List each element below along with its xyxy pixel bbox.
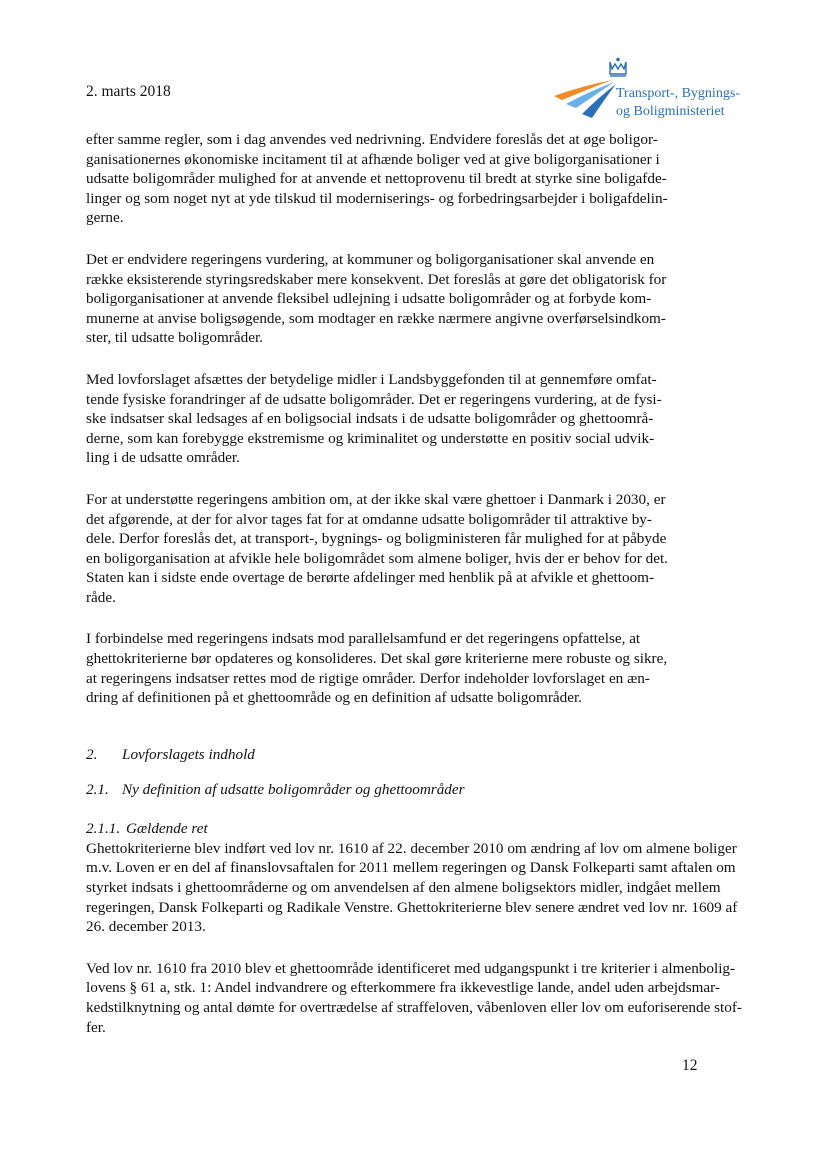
section-number: 2. (86, 745, 98, 763)
text-line: linger og som noget nyt at yde tilskud til moderniserings- og forbedringsarbejder i boligafdelin- (86, 189, 668, 207)
text-line: Staten kan i sidste ende overtage de berørte afdelinger med henblik på at afvikle et ghettoom- (86, 569, 655, 587)
text-line: regeringen, Dansk Folkeparti og Radikale Venstre. Ghettokriterierne blev senere ændret ved lov nr. 1609 af (86, 898, 738, 916)
text-line: dele. Derfor foreslås det, at transport-, bygnings- og boligministeren får mulighed for at påbyde (86, 530, 667, 548)
text-line: ling i de udsatte områder. (86, 449, 240, 467)
document-body (86, 130, 751, 1059)
section-number: 2.1. (86, 780, 109, 798)
page-number: 12 (682, 1057, 698, 1074)
text-line: boligorganisationer at anvende fleksibel udlejning i udsatte boligområder og at forbyde kom- (86, 290, 652, 308)
text-line: efter samme regler, som i dag anvendes ved nedrivning. Endvidere foreslås det at øge boligor- (86, 131, 658, 148)
section-number: 2.1.1. (86, 819, 121, 837)
text-line: række eksisterende styringsredskaber mere konsekvent. Det foreslås at gøre det obligatorisk for (86, 270, 667, 288)
text-line: en boligorganisation at afvikle hele boligområdet som almene boliger, hvis der er behov for det. (86, 549, 668, 567)
text-line: råde. (86, 588, 116, 606)
text-line: ster, til udsatte boligområder. (86, 329, 263, 347)
paragraph (86, 370, 751, 468)
text-line: Ved lov nr. 1610 fra 2010 blev et ghettoområde identificeret med udgangspunkt i tre kriterier i almenbolig- (86, 959, 736, 977)
text-line: Ghettokriterierne blev indført ved lov nr. 1610 af 22. december 2010 om ændring af lov om almene boliger (86, 839, 737, 857)
paragraph (86, 839, 751, 937)
section-heading-2-1-1 (86, 820, 751, 839)
document-date: 2. marts 2018 (86, 83, 171, 100)
text-line: fer. (86, 1018, 106, 1036)
logo-text-line1: Transport-, Bygnings- (616, 86, 740, 101)
section-title: Gældende ret (126, 819, 208, 837)
section-heading-2-1 (86, 781, 751, 801)
section-heading-2 (86, 746, 751, 766)
section-title: Ny definition af udsatte boligområder og ghettoområder (122, 780, 465, 798)
logo-text-line2: og Boligministeriet (616, 104, 725, 119)
text-line: ghettokriterierne bør opdateres og konsolideres. Det skal gøre kriterierne mere robuste og sikre, (86, 650, 668, 668)
text-line: ske indsatser skal ledsages af en boligsocial indsats i de udsatte boligområder og ghettoområ- (86, 410, 654, 428)
text-line: det afgørende, at der for alvor tages fat for at omdanne udsatte boligområder til attraktive by- (86, 510, 652, 528)
text-line: styrket indsats i ghettoområderne og om anvendelsen af den almene boligsektors midler, indgået mellem (86, 879, 721, 897)
text-line: dring af definitionen på et ghettoområde og en definition af udsatte boligområder. (86, 689, 582, 707)
text-line: derne, som kan forebygge ekstremisme og kriminalitet og understøtte en positiv social udvik- (86, 429, 655, 447)
paragraph (86, 629, 751, 707)
paragraph (86, 490, 751, 608)
text-line: Med lovforslaget afsættes der betydelige midler i Landsbyggefonden til at gennemføre omfat- (86, 370, 657, 388)
paragraph (86, 250, 751, 348)
text-line: gerne. (86, 209, 124, 227)
text-line: kedstilknytning og antal dømte for overtrædelse af straffeloven, våbenloven eller lov om euforiserende stof- (86, 999, 742, 1016)
text-line: udsatte boligområder mulighed for at anvende et nettoprovenu til bredt at styrke sine boligafde- (86, 170, 667, 188)
text-line: 26. december 2013. (86, 918, 206, 936)
paragraph-group-top (86, 130, 751, 708)
paragraph (86, 130, 751, 228)
ministry-logo (552, 56, 762, 128)
text-line: tende fysiske forandringer af de udsatte boligområder. Det er regeringens vurdering, at de fysi- (86, 390, 662, 408)
text-line: lovens § 61 a, stk. 1: Andel indvandrere og efterkommere fra ikkevestlige lande, andel uden arbejdsmar- (86, 979, 720, 997)
text-line: I forbindelse med regeringens indsats mod parallelsamfund er det regeringens opfattelse, at (86, 630, 641, 648)
text-line: munerne at anvise boligsøgende, som modtager en række nærmere angivne overførselsindkom- (86, 309, 666, 327)
text-line: Det er endvidere regeringens vurdering, at kommuner og boligorganisationer skal anvende en (86, 250, 655, 268)
text-line: m.v. Loven er en del af finanslovsaftalen for 2011 mellem regeringen og Dansk Folkeparti samt aftalen om (86, 859, 736, 877)
paragraph (86, 959, 751, 1037)
paragraph-group-bottom (86, 839, 751, 1037)
text-line: For at understøtte regeringens ambition om, at der ikke skal være ghettoer i Danmark i 2030, er (86, 490, 666, 508)
crown-icon (610, 58, 626, 76)
text-line: at regeringens indsatser rettes mod de rigtige områder. Derfor indeholder lovforslaget en æn- (86, 669, 650, 687)
section-title: Lovforslagets indhold (122, 745, 255, 763)
text-line: ganisationernes økonomiske incitament til at afhænde boliger ved at give boligorganisationer i (86, 150, 660, 168)
